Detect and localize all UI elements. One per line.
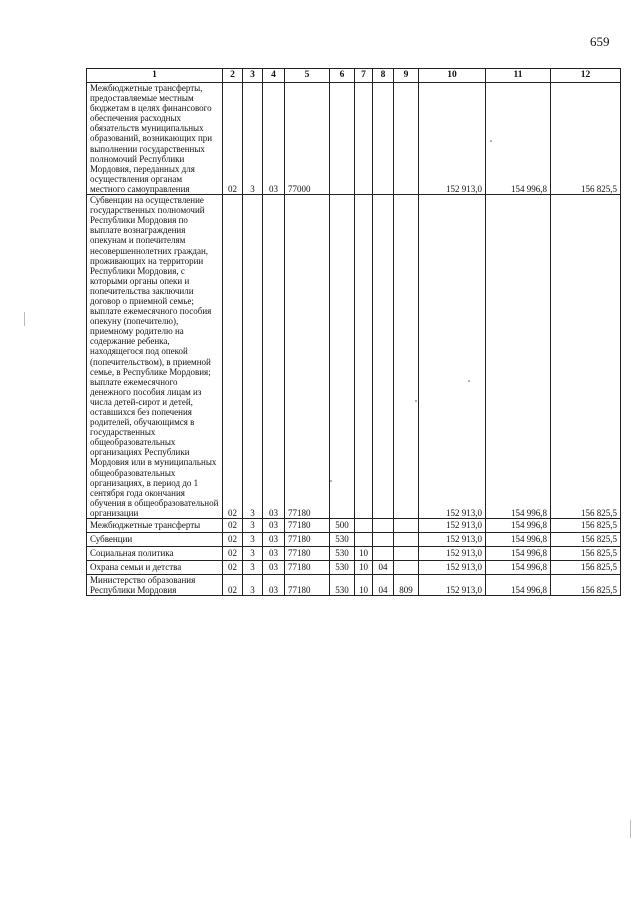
table-row [87, 561, 621, 575]
header-cell-12: 12 [551, 69, 621, 83]
cell-col5: 77180 [285, 561, 330, 575]
cell-col5: 77180 [285, 519, 330, 533]
scan-artifact [415, 400, 417, 402]
cell-col2: 02 [223, 519, 243, 533]
cell-col10: 152 913,0 [419, 83, 486, 195]
scan-artifact [490, 140, 492, 142]
table-row [87, 195, 621, 519]
cell-col3: 3 [243, 195, 263, 519]
cell-col7 [355, 195, 373, 519]
cell-col7: 10 [355, 575, 373, 596]
cell-col6: 530 [330, 533, 355, 547]
row-name: Межбюджетные трансферты [87, 519, 223, 533]
cell-col10: 152 913,0 [419, 533, 486, 547]
row-name: Субвенции [87, 533, 223, 547]
cell-col4: 03 [263, 519, 285, 533]
cell-col6: 530 [330, 575, 355, 596]
cell-col3: 3 [243, 561, 263, 575]
scan-artifact [330, 480, 332, 482]
cell-col4: 03 [263, 561, 285, 575]
cell-col6: 530 [330, 561, 355, 575]
cell-col2: 02 [223, 533, 243, 547]
header-cell-10: 10 [419, 69, 486, 83]
row-name: Межбюджетные трансферты, предоставляемые местным бюджетам в целях финансового обеспечения расходных обязательств муниципальных образований, возникающих при выполнении государственных полномочий Республики Мордовия, переданных для осуществления органам местного самоуправления [87, 83, 223, 195]
cell-col12: 156 825,5 [551, 533, 621, 547]
cell-col11: 154 996,8 [486, 533, 551, 547]
cell-col9 [394, 561, 419, 575]
cell-col4: 03 [263, 533, 285, 547]
row-name: Социальная политика [87, 547, 223, 561]
cell-col11: 154 996,8 [486, 519, 551, 533]
cell-col5: 77180 [285, 575, 330, 596]
cell-col3: 3 [243, 83, 263, 195]
cell-col5: 77180 [285, 533, 330, 547]
cell-col8 [373, 83, 394, 195]
cell-col5: 77180 [285, 195, 330, 519]
cell-col9 [394, 533, 419, 547]
cell-col4: 03 [263, 83, 285, 195]
cell-col10: 152 913,0 [419, 519, 486, 533]
cell-col8 [373, 547, 394, 561]
cell-col12: 156 825,5 [551, 561, 621, 575]
cell-col9 [394, 83, 419, 195]
row-name: Министерство образования Республики Мордовия [87, 575, 223, 596]
header-cell-1: 1 [87, 69, 223, 83]
cell-col6: 500 [330, 519, 355, 533]
cell-col3: 3 [243, 547, 263, 561]
cell-col2: 02 [223, 547, 243, 561]
cell-col9 [394, 195, 419, 519]
cell-col10: 152 913,0 [419, 575, 486, 596]
cell-col10: 152 913,0 [419, 195, 486, 519]
cell-col7: 10 [355, 547, 373, 561]
cell-col5: 77180 [285, 547, 330, 561]
cell-col8: 04 [373, 575, 394, 596]
header-row [87, 69, 621, 83]
scan-artifact [468, 380, 470, 382]
table-row [87, 575, 621, 596]
scan-artifact [24, 312, 25, 326]
cell-col2: 02 [223, 561, 243, 575]
cell-col12: 156 825,5 [551, 519, 621, 533]
header-cell-9: 9 [394, 69, 419, 83]
cell-col9 [394, 547, 419, 561]
cell-col10: 152 913,0 [419, 561, 486, 575]
header-cell-3: 3 [243, 69, 263, 83]
cell-col12: 156 825,5 [551, 547, 621, 561]
header-cell-2: 2 [223, 69, 243, 83]
cell-col8: 04 [373, 561, 394, 575]
cell-col11: 154 996,8 [486, 83, 551, 195]
cell-col5: 77000 [285, 83, 330, 195]
cell-col11: 154 996,8 [486, 561, 551, 575]
header-cell-7: 7 [355, 69, 373, 83]
page-number: 659 [590, 34, 610, 49]
cell-col10: 152 913,0 [419, 547, 486, 561]
cell-col8 [373, 519, 394, 533]
header-cell-4: 4 [263, 69, 285, 83]
table-row [87, 83, 621, 195]
cell-col7 [355, 519, 373, 533]
table-row [87, 533, 621, 547]
cell-col11: 154 996,8 [486, 575, 551, 596]
cell-col3: 3 [243, 575, 263, 596]
cell-col2: 02 [223, 195, 243, 519]
header-cell-11: 11 [486, 69, 551, 83]
cell-col3: 3 [243, 519, 263, 533]
cell-col7: 10 [355, 561, 373, 575]
cell-col2: 02 [223, 83, 243, 195]
cell-col6: 530 [330, 547, 355, 561]
header-cell-6: 6 [330, 69, 355, 83]
cell-col12: 156 825,5 [551, 83, 621, 195]
cell-col11: 154 996,8 [486, 195, 551, 519]
row-name: Субвенции на осуществление государственных полномочий Республики Мордовия по выплате вознаграждения опекунам и попечителям несовершеннолетних граждан, проживающих на территории Республики Мордовия, с которыми органы опеки и попечительства заключили договор о приемной семье; выплате ежемесячного пособия опекуну (попечителю), приемному родителю на содержание ребенка, находящегося под опекой (попечительством), в приемной семье, в Республике Мордовия; выплате ежемесячного денежного пособия лицам из числа детей-сирот и детей, оставшихся без попечения родителей, обучающимся в государственных общеобразовательных организациях Республики Мордовия или в муниципальных общеобразовательных организациях, в период до 1 сентября года окончания обучения в общеобразовательной организации [87, 195, 223, 519]
cell-col8 [373, 195, 394, 519]
cell-col4: 03 [263, 195, 285, 519]
cell-col12: 156 825,5 [551, 575, 621, 596]
cell-col6 [330, 83, 355, 195]
row-name: Охрана семьи и детства [87, 561, 223, 575]
budget-table [86, 68, 621, 596]
header-cell-5: 5 [285, 69, 330, 83]
table-row [87, 547, 621, 561]
cell-col2: 02 [223, 575, 243, 596]
cell-col11: 154 996,8 [486, 547, 551, 561]
cell-col7 [355, 533, 373, 547]
cell-col6 [330, 195, 355, 519]
cell-col4: 03 [263, 575, 285, 596]
cell-col8 [373, 533, 394, 547]
cell-col4: 03 [263, 547, 285, 561]
cell-col9: 809 [394, 575, 419, 596]
header-cell-8: 8 [373, 69, 394, 83]
table-row [87, 519, 621, 533]
scan-artifact [630, 820, 631, 838]
cell-col3: 3 [243, 533, 263, 547]
cell-col12: 156 825,5 [551, 195, 621, 519]
cell-col7 [355, 83, 373, 195]
cell-col9 [394, 519, 419, 533]
